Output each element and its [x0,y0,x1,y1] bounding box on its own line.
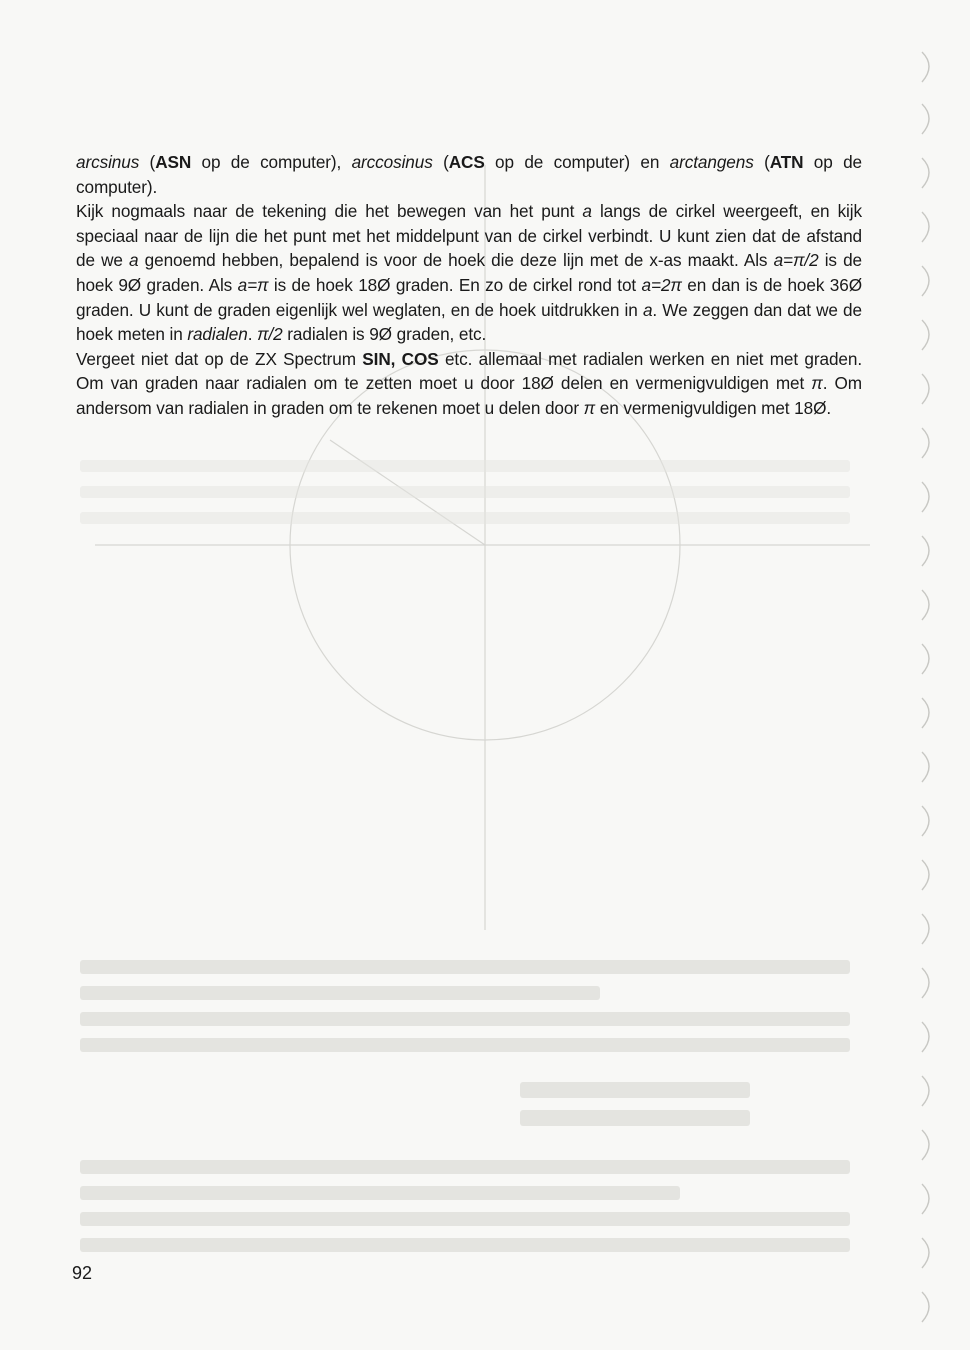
symbol-pi: π [583,397,596,418]
paragraph-radians-explanation [76,199,862,347]
text-run: Kijk nogmaals naar de tekening die het bewegen van het punt [76,201,583,222]
term-arctangens: arctangens [669,152,754,172]
text-run: genoemd hebben, bepalend is voor de hoek die deze lijn met de x-as maakt. Als [138,250,774,271]
text-run: radialen is 9Ø graden, etc. [282,324,487,345]
text-run: ( [753,152,770,172]
body-text [76,150,862,421]
page-number: 92 [72,1263,93,1283]
text-run: op de computer), [191,152,352,172]
formula-a-pi: a=π [237,274,269,295]
text-run: en vermenigvuldigen met 18Ø. [595,397,832,418]
ghost-radius [330,440,485,545]
variable-a: a [642,299,653,320]
variable-a: a [582,201,592,222]
variable-a: a [129,250,139,271]
term-arcsinus: arcsinus [76,152,140,172]
keyword-asn: ASN [155,152,192,172]
text-run: Vergeet niet dat op de ZX Spectrum [76,348,363,369]
text-run: . [247,324,258,345]
text-run: is de hoek 18Ø graden. En zo de cirkel rond tot [268,274,642,295]
keyword-atn: ATN [769,152,804,172]
term-arccosinus: arccosinus [351,152,433,172]
keyword-sin-cos: SIN, COS [362,348,439,369]
text-run: is de hoek 9Ø graden. Als [76,250,862,295]
text-run: ( [139,152,156,172]
term-radialen: radialen [187,324,248,345]
keyword-acs: ACS [448,152,485,172]
text-run: ( [432,152,449,172]
binding-holes [900,0,970,1350]
formula-pi-half: π/2 [257,324,283,345]
symbol-pi: π [811,373,823,394]
text-run: . Om andersom van radialen in graden om te rekenen moet u delen door [76,373,862,418]
text-run: op de computer) en [484,152,670,172]
text-run: en dan is de hoek 36Ø graden. U kunt de graden eigenlijk wel weglaten, en de hoek uitdrukken in [76,274,862,320]
paragraph-conversion [76,347,862,421]
text-run: op de computer). [76,152,862,197]
paragraph-inverse-functions [76,150,862,199]
formula-a-pi-half: a=π/2 [773,250,819,271]
text-run: etc. allemaal met radialen werken en niet met graden. Om van graden naar radialen om te zetten moet u door 18Ø delen en vermenigvuldigen met [76,348,862,394]
text-run: langs de cirkel weergeeft, en kijk speciaal naar de lijn die het punt met het middelpunt van de cirkel verbindt. U kunt zien dat de afstand de we [76,201,862,271]
text-run: . We zeggen dan dat we de hoek meten in [76,299,862,345]
formula-a-two-pi: a=2π [641,274,682,295]
